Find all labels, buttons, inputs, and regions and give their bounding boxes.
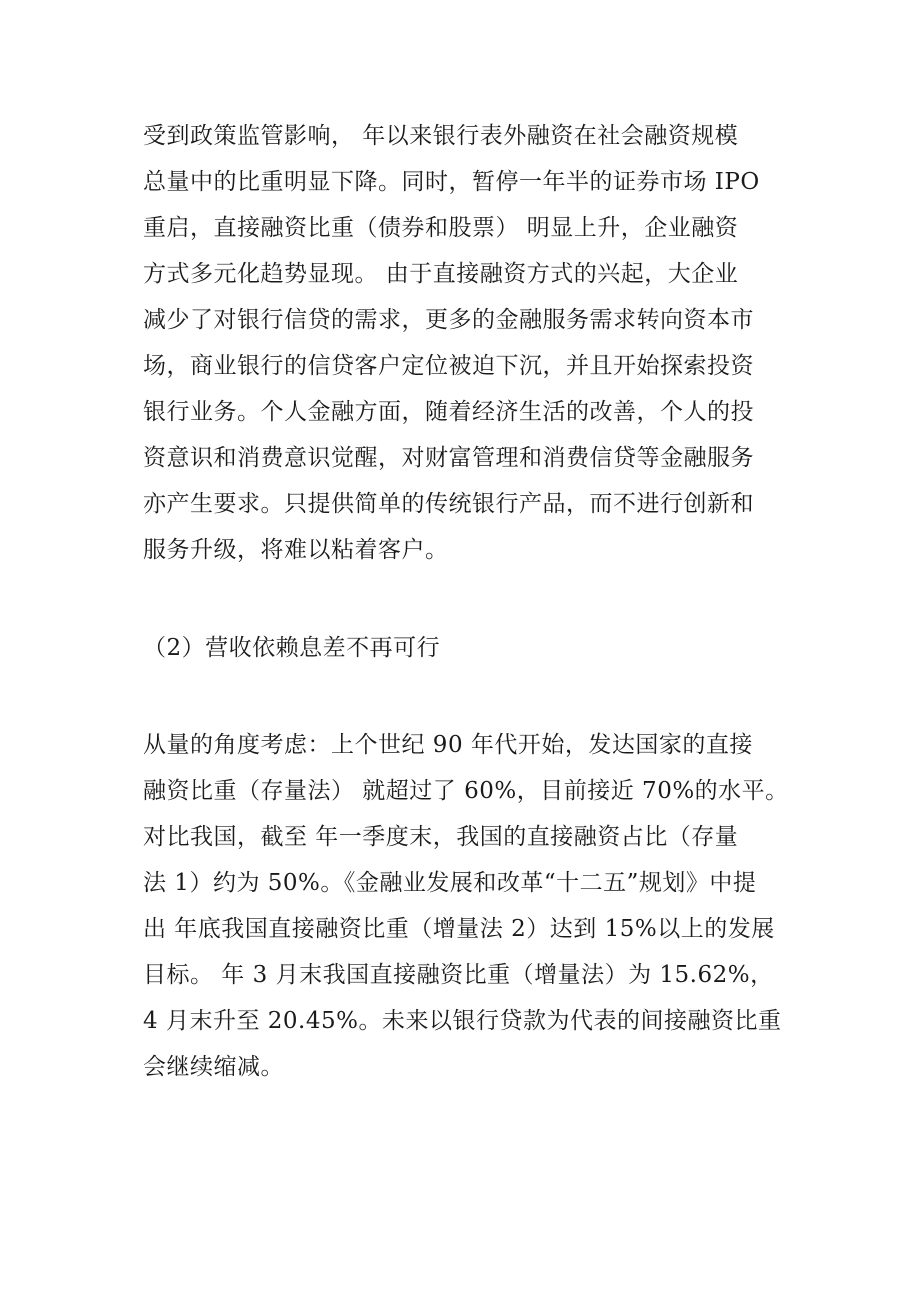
paragraph-line: 会继续缩减。 (143, 1054, 284, 1080)
section-heading: （2）营收依赖息差不再可行 (143, 635, 441, 661)
paragraph-line: 目标。 年 3 月末我国直接融资比重（增量法）为 15.62%， (143, 962, 774, 988)
paragraph-line: 银行业务。个人金融方面，随着经济生活的改善，个人的投 (143, 399, 754, 425)
paragraph-line: 总量中的比重明显下降。同时，暂停一年半的证券市场 IPO (143, 169, 760, 195)
paragraph-line: 受到政策监管影响， 年以来银行表外融资在社会融资规模 (143, 123, 739, 149)
paragraph-line: 场，商业银行的信贷客户定位被迫下沉，并且开始探索投资 (143, 353, 754, 379)
paragraph-line: 方式多元化趋势显现。 由于直接融资方式的兴起，大企业 (143, 261, 739, 287)
paragraph-line: 亦产生要求。只提供简单的传统银行产品，而不进行创新和 (143, 491, 754, 517)
paragraph-line: 法 1）约为 50%。《金融业发展和改革“十二五”规划》中提 (143, 870, 757, 896)
paragraph-line: 重启，直接融资比重（债券和股票） 明显上升，企业融资 (143, 215, 739, 241)
paragraph-line: 4 月末升至 20.45%。未来以银行贷款为代表的间接融资比重 (143, 1008, 782, 1034)
paragraph-line: 对比我国，截至 年一季度末，我国的直接融资占比（存量 (143, 824, 739, 850)
paragraph-line: 服务升级，将难以粘着客户。 (143, 537, 449, 563)
paragraph-line: 减少了对银行信贷的需求，更多的金融服务需求转向资本市 (143, 307, 754, 333)
paragraph-line: 出 年底我国直接融资比重（增量法 2）达到 15%以上的发展 (143, 916, 775, 942)
paragraph-line: 资意识和消费意识觉醒，对财富管理和消费信贷等金融服务 (143, 445, 754, 471)
paragraph-line: 融资比重（存量法） 就超过了 60%，目前接近 70%的水平。 (143, 778, 789, 804)
paragraph-line: 从量的角度考虑：上个世纪 90 年代开始，发达国家的直接 (143, 732, 753, 758)
